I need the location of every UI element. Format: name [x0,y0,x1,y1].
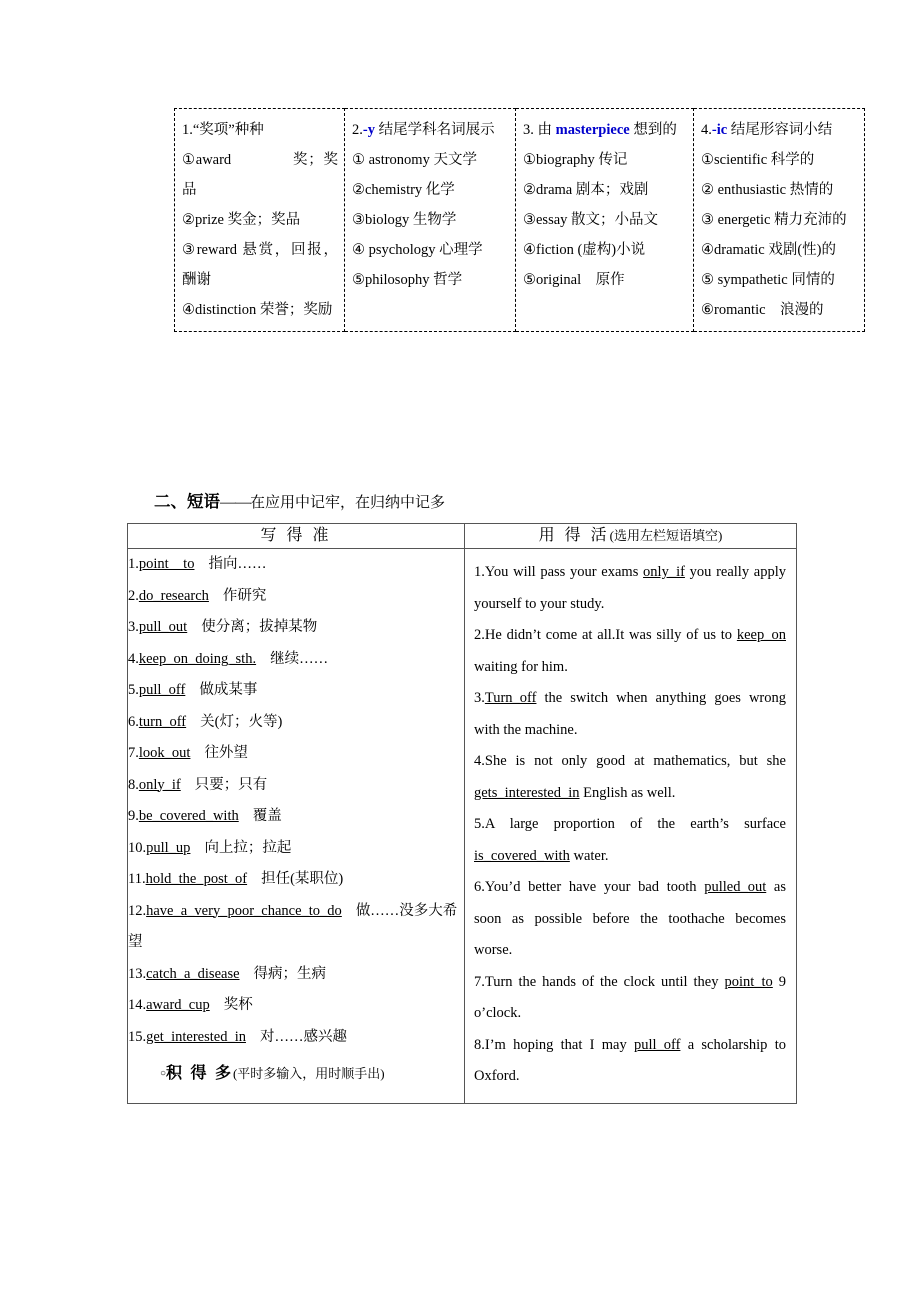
item-post: 9 o’clock. [474,973,786,1021]
vocab-item: ③essay 散文；小品文 [523,212,659,228]
item-meaning: 关(灯；火等) [200,713,283,730]
footer-note-title: 积 得 多 [166,1065,233,1082]
vocab-item: ③ energetic 精力充沛的 [701,212,847,228]
phrase-header-use [465,524,797,549]
item-phrase: catch_a_disease [146,965,240,982]
vocab-item: ⑤original 原作 [523,272,625,288]
item-pre: You will pass your exams [484,564,644,580]
vocab-heading-prefix: 3. 由 [523,122,556,138]
item-number: 15. [128,1028,147,1045]
list-item [474,620,786,683]
item-number: 6. [474,879,485,895]
item-key: Turn_off [484,690,537,706]
phrase-table [127,523,797,1104]
item-meaning: 使分离；拔掉某物 [201,619,318,635]
item-phrase: only_if [138,776,181,793]
item-post: English as well. [579,784,676,801]
list-item [474,809,786,872]
item-meaning: 奖杯 [223,997,253,1013]
vocab-item: ②drama 剧本；戏剧 [523,182,649,198]
item-meaning: 得病；生病 [253,965,327,982]
item-key: keep_on [736,627,786,643]
vocab-item: ⑤ sympathetic 同情的 [701,272,835,288]
item-number: 1. [128,556,139,572]
vocab-item: ①biography 传记 [523,152,628,168]
footer-note-sub: (平时多输入，用时顺手出) [232,1066,385,1081]
item-number: 2. [128,587,139,604]
item-phrase: have_a_very_poor_chance_to_do [146,902,342,919]
item-post: as soon as possible before the toothache becomes worse. [474,879,786,958]
item-number: 5. [128,682,139,698]
phrase-header-write [128,524,465,549]
vocab-cell-2 [345,109,516,332]
vocab-heading-prefix: 2. [352,122,363,138]
item-meaning: 向上拉；拉起 [204,839,292,856]
item-key: pulled_out [704,879,767,895]
section-heading [154,491,445,514]
vocab-heading-4 [701,115,858,145]
list-item [474,746,786,809]
vocab-heading-2 [352,115,509,145]
list-item [128,644,464,676]
list-item [474,1030,786,1093]
vocab-item: ①award 奖；奖品 [182,152,338,198]
item-meaning: 担任(某职位) [261,871,344,887]
vocab-heading-rest: 想到的 [629,122,677,138]
vocab-heading-rest: 结尾学科名词展示 [374,122,495,138]
vocab-heading-highlight: masterpiece [555,122,630,138]
list-item [128,581,464,613]
item-post: the switch when anything goes wrong with the machine. [474,690,786,738]
item-key: only_if [643,564,685,580]
item-key: gets_interested_in [474,784,580,801]
section-dash: —— [220,494,250,511]
phrase-list-left [128,549,465,1104]
item-pre: You’d better have your bad tooth [484,879,705,895]
item-number: 2. [474,627,485,643]
item-number: 5. [474,816,485,832]
item-phrase: be_covered_with [138,808,239,824]
vocab-item: ⑥romantic 浪漫的 [701,302,824,318]
phrase-header-write-label: 写 得 准 [260,527,332,544]
list-item [474,683,786,746]
list-item [474,967,786,1030]
list-item [128,738,464,770]
vocab-item: ③reward 悬赏，回报，酬谢 [182,242,338,288]
vocab-cell-1 [175,109,345,332]
item-post: you really apply yourself to your study. [474,564,787,612]
section-number: 二、 [154,493,187,511]
vocab-item: ③biology 生物学 [352,212,457,228]
vocab-item: ⑤philosophy 哲学 [352,272,463,288]
section-title: 短语 [187,493,220,511]
list-item [128,959,464,991]
item-phrase: do_research [138,587,209,604]
vocab-item: ②chemistry 化学 [352,182,455,198]
item-meaning: 作研究 [222,587,267,604]
item-number: 14. [128,997,147,1013]
item-post: waiting for him. [474,658,568,675]
item-meaning: 只要；只有 [194,776,268,793]
item-phrase: keep_on_doing_sth. [138,650,257,667]
phrase-header-use-label: 用 得 活 [538,527,610,544]
item-number: 7. [474,973,485,990]
item-number: 7. [128,745,139,761]
item-pre: Turn the hands of the clock until they [484,973,725,990]
phrase-list-right [465,549,797,1104]
item-pre: She is not only good at mathematics, but she [484,753,786,769]
vocab-item: ④dramatic 戏剧(性)的 [701,242,837,258]
item-number: 12. [128,902,147,919]
item-meaning: 做……没多大希望 [128,902,458,950]
item-phrase: pull_up [146,839,191,856]
list-item [128,612,464,644]
item-key: is_covered_with [474,847,570,864]
item-key: point_to [724,973,773,990]
vocab-item: ② enthusiastic 热情的 [701,182,834,198]
vocab-heading-highlight: -ic [711,122,728,138]
vocab-heading-prefix: 4. [701,122,712,138]
item-phrase: pull_off [138,682,186,698]
vocab-heading-3 [523,115,687,145]
vocab-cell-3 [516,109,694,332]
list-item [128,1022,464,1054]
item-meaning: 覆盖 [252,808,282,824]
table-row [175,109,865,332]
vocab-item: ④ psychology 心理学 [352,242,483,258]
item-meaning: 对……感兴趣 [259,1028,347,1045]
item-key: pull_off [633,1036,681,1053]
item-phrase: pull_out [138,619,188,635]
list-item [128,801,464,833]
item-meaning: 指向…… [208,556,267,572]
list-item [128,549,464,581]
item-number: 3. [128,619,139,635]
vocab-cell-4 [694,109,865,332]
vocab-item: ① astronomy 天文学 [352,152,477,168]
vocab-item: ④fiction (虚构)小说 [523,242,646,258]
section-description: 在应用中记牢，在归纳中记多 [250,495,446,511]
list-item [128,833,464,865]
item-number: 10. [128,839,147,856]
item-phrase: hold_the_post_of [145,871,248,887]
item-number: 8. [128,776,139,793]
vocab-item: ②prize 奖金；奖品 [182,212,301,228]
item-pre: He didn’t come at all.It was silly of us to [484,627,737,643]
item-post: water. [569,847,609,864]
vocab-heading-rest: 结尾形容词小结 [727,122,833,138]
item-pre: I’m hoping that I may [484,1036,634,1053]
item-meaning: 往外望 [204,745,248,761]
bullet-icon: ○ [160,1068,167,1079]
vocab-heading-1: 1.“奖项”种种 [182,122,264,138]
list-item [128,707,464,739]
footer-note [160,1063,385,1085]
item-meaning: 做成某事 [199,682,258,698]
item-phrase: turn_off [138,713,187,730]
phrase-header-use-sub: (选用左栏短语填空) [609,528,723,543]
item-number: 13. [128,965,147,982]
item-number: 4. [128,650,139,667]
list-item [128,896,464,959]
item-number: 3. [474,690,485,706]
list-item [474,557,786,620]
item-number: 6. [128,713,139,730]
phrase-table-header-row [128,524,797,549]
item-meaning: 继续…… [270,650,329,667]
item-number: 8. [474,1036,485,1053]
item-number: 4. [474,753,485,769]
item-number: 9. [128,808,139,824]
list-item [128,864,464,896]
vocab-heading-highlight: -y [362,122,375,138]
item-phrase: get_interested_in [146,1028,246,1045]
item-post: a scholarship to Oxford. [474,1036,786,1084]
item-phrase: award_cup [146,997,210,1013]
item-number: 1. [474,564,485,580]
item-phrase: point to [138,556,195,572]
vocab-item: ④distinction 荣誉；奖励 [182,302,333,318]
list-item [128,770,464,802]
phrase-table-body-row [128,549,797,1104]
item-number: 11. [128,871,146,887]
vocab-table [174,108,865,332]
list-item [128,675,464,707]
list-item [474,872,786,967]
item-phrase: look_out [138,745,191,761]
vocab-item: ①scientific 科学的 [701,152,815,168]
item-pre: A large proportion of the earth’s surface [484,816,786,832]
list-item [128,990,464,1022]
